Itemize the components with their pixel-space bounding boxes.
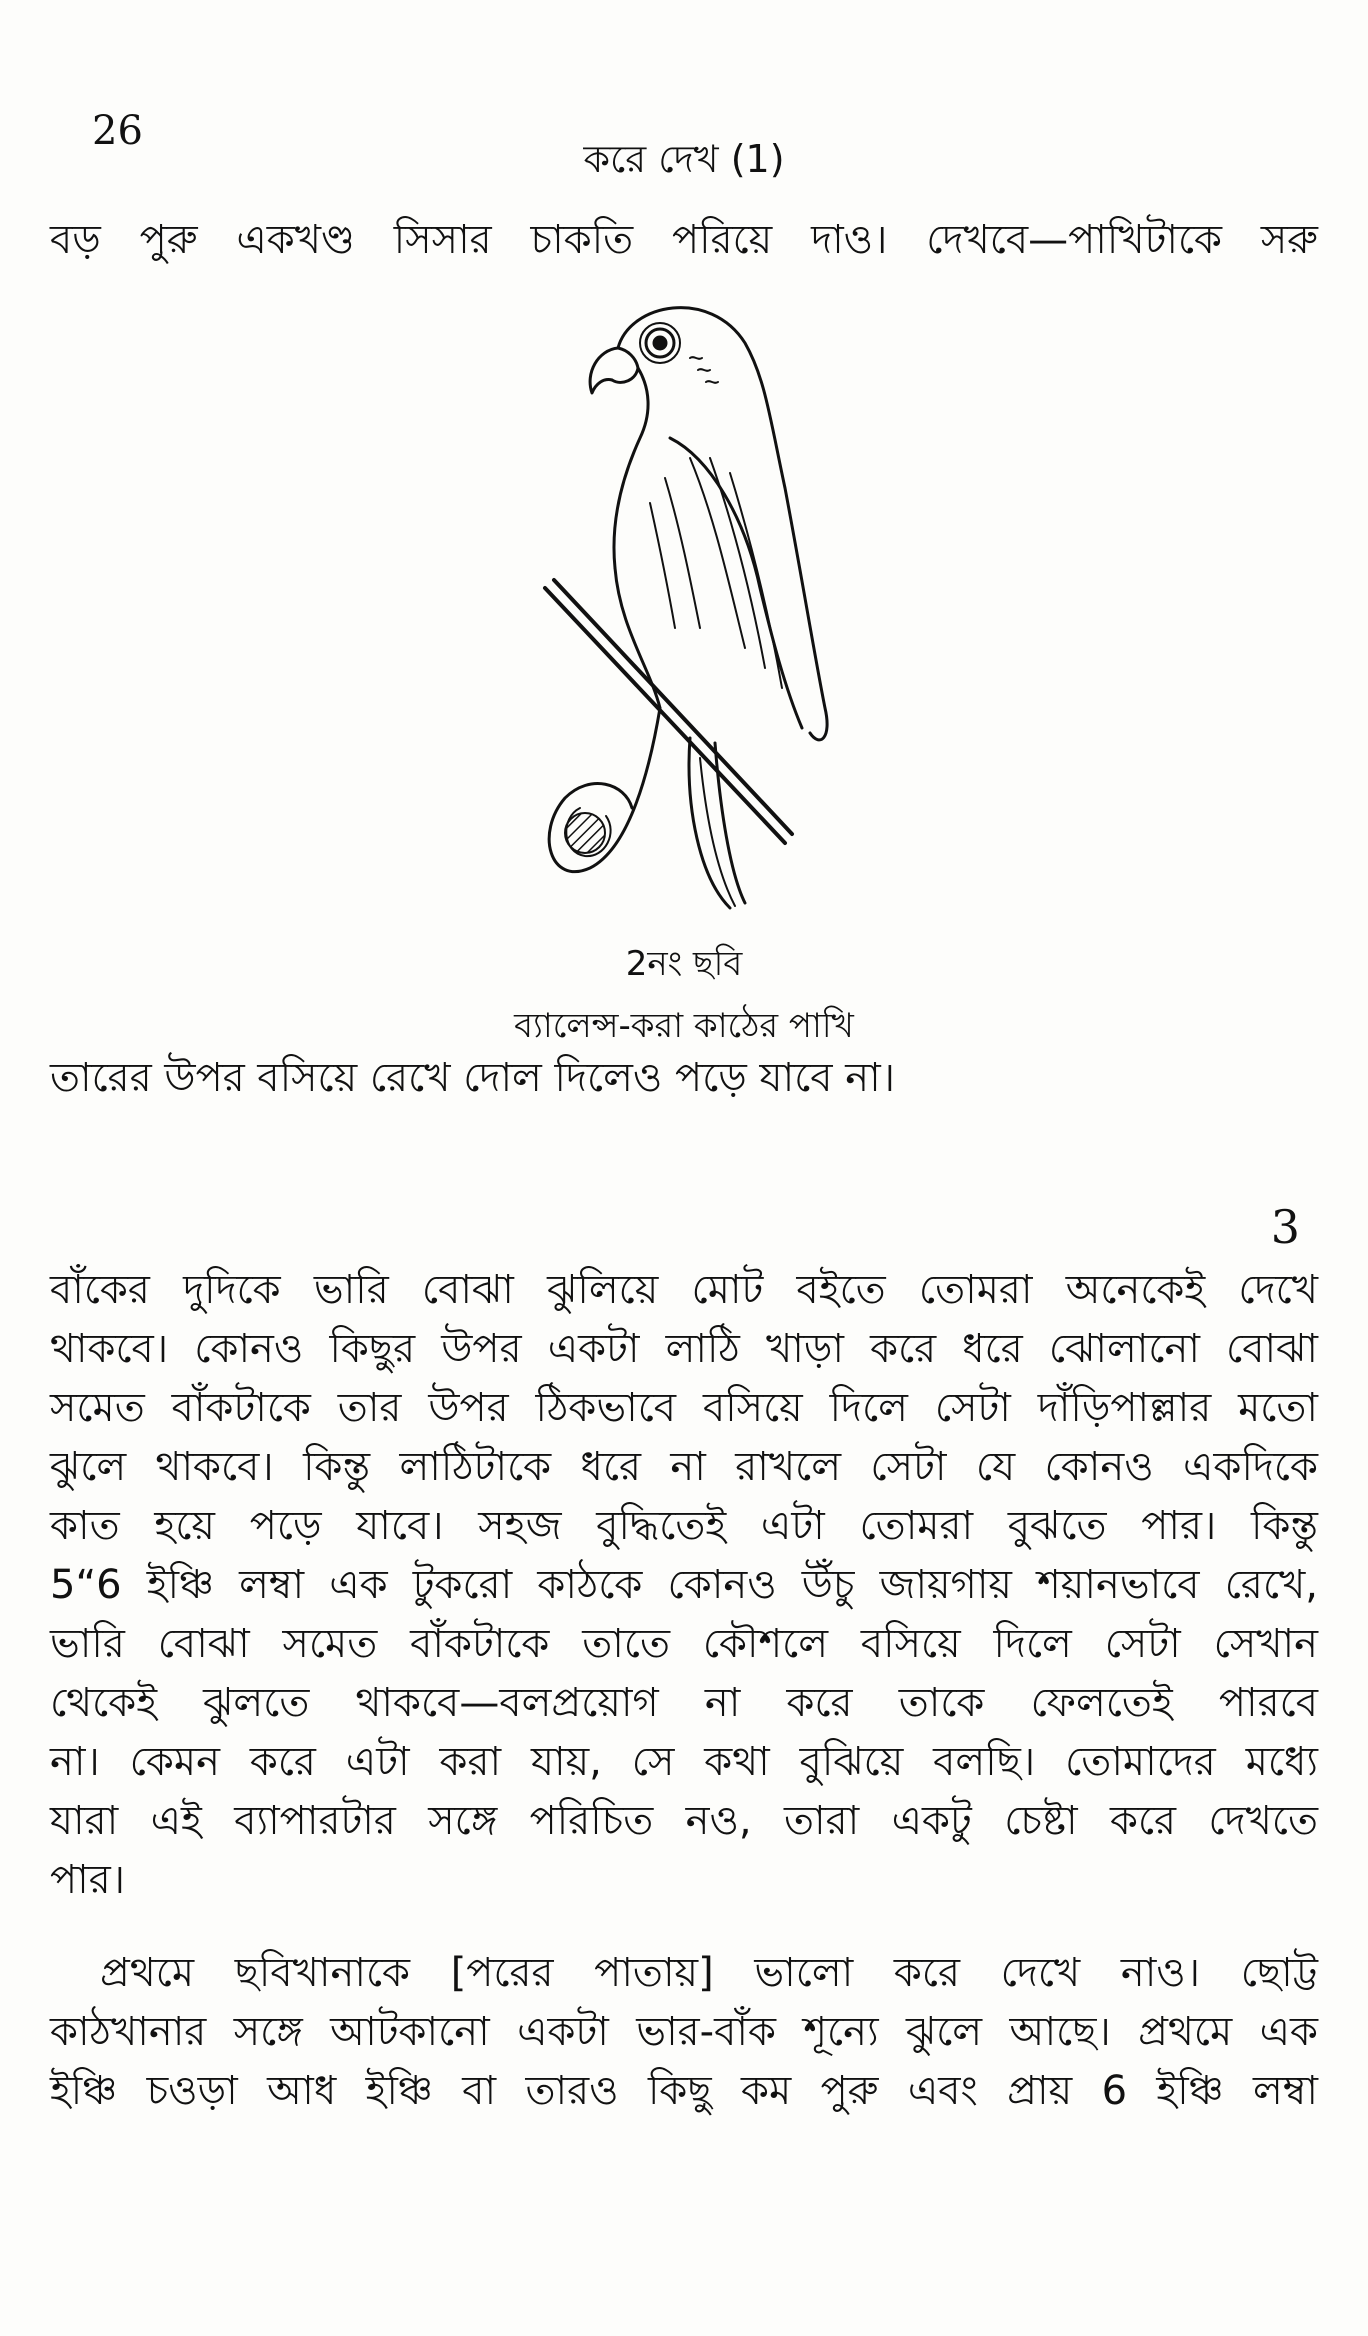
figure-caption-number: 2নং ছবি bbox=[625, 944, 743, 984]
paragraph-1-line: বাঁকের দুদিকে ভারি বোঝা ঝুলিয়ে মোট বইতে তোমরা অনেকেই দেখে bbox=[50, 1267, 1318, 1313]
section-number: 3 bbox=[1270, 1200, 1300, 1254]
paragraph-1-line: থেকেই ঝুলতে থাকবে—বলপ্রয়োগ না করে তাকে ফেলতেই পারবে bbox=[50, 1680, 1318, 1726]
figure-caption-title: ব্যালেন্স-করা কাঠের পাখি bbox=[514, 1006, 854, 1046]
weight-disc bbox=[565, 813, 605, 853]
top-paragraph-line-1: বড় পুরু একখণ্ড সিসার চাকতি পরিয়ে দাও। দেখবে—পাখিটাকে সরু bbox=[50, 217, 1318, 263]
page-number: 26 bbox=[92, 108, 143, 154]
paragraph-1-line: কাত হয়ে পড়ে যাবে। সহজ বুদ্ধিতেই এটা তোমরা বুঝতে পার। কিন্তু bbox=[50, 1503, 1318, 1549]
paragraph-1-line: না। কেমন করে এটা করা যায়, সে কথা বুঝিয়ে বলছি। তোমাদের মধ্যে bbox=[50, 1739, 1318, 1785]
parrot-drawing bbox=[540, 288, 840, 928]
parrot-on-perch-illustration bbox=[540, 288, 840, 928]
paragraph-1-line: ভারি বোঝা সমেত বাঁকটাকে তাতে কৌশলে বসিয়ে দিলে সেটা সেখান bbox=[50, 1621, 1318, 1667]
paragraph-1-line: পার। bbox=[50, 1857, 126, 1903]
paragraph-1-line: 5“6 ইঞ্চি লম্বা এক টুকরো কাঠকে কোনও উঁচু জায়গায় শয়ানভাবে রেখে, bbox=[50, 1562, 1318, 1608]
top-paragraph-line-2: তারের উপর বসিয়ে রেখে দোল দিলেও পড়ে যাবে না। bbox=[50, 1055, 896, 1101]
paragraph-1-line: যারা এই ব্যাপারটার সঙ্গে পরিচিত নও, তারা একটু চেষ্টা করে দেখতে bbox=[50, 1798, 1318, 1844]
paragraph-1-line: সমেত বাঁকটাকে তার উপর ঠিকভাবে বসিয়ে দিলে সেটা দাঁড়িপাল্লার মতো bbox=[50, 1385, 1318, 1431]
paragraph-2-line: ইঞ্চি চওড়া আধ ইঞ্চি বা তারও কিছু কম পুরু এবং প্রায় 6 ইঞ্চি লম্বা bbox=[50, 2068, 1318, 2114]
running-head: করে দেখ (1) bbox=[583, 137, 785, 181]
paragraph-1-line: ঝুলে থাকবে। কিন্তু লাঠিটাকে ধরে না রাখলে সেটা যে কোনও একদিকে bbox=[50, 1444, 1318, 1490]
paragraph-2-line: প্রথমে ছবিখানাকে [পরের পাতায়] ভালো করে দেখে নাও। ছোট্ট bbox=[100, 1950, 1318, 1996]
paragraph-2-line: কাঠখানার সঙ্গে আটকানো একটা ভার-বাঁক শূন্যে ঝুলে আছে। প্রথমে এক bbox=[50, 2009, 1318, 2055]
paragraph-1-line: থাকবে। কোনও কিছুর উপর একটা লাঠি খাড়া করে ধরে ঝোলানো বোঝা bbox=[50, 1326, 1318, 1372]
